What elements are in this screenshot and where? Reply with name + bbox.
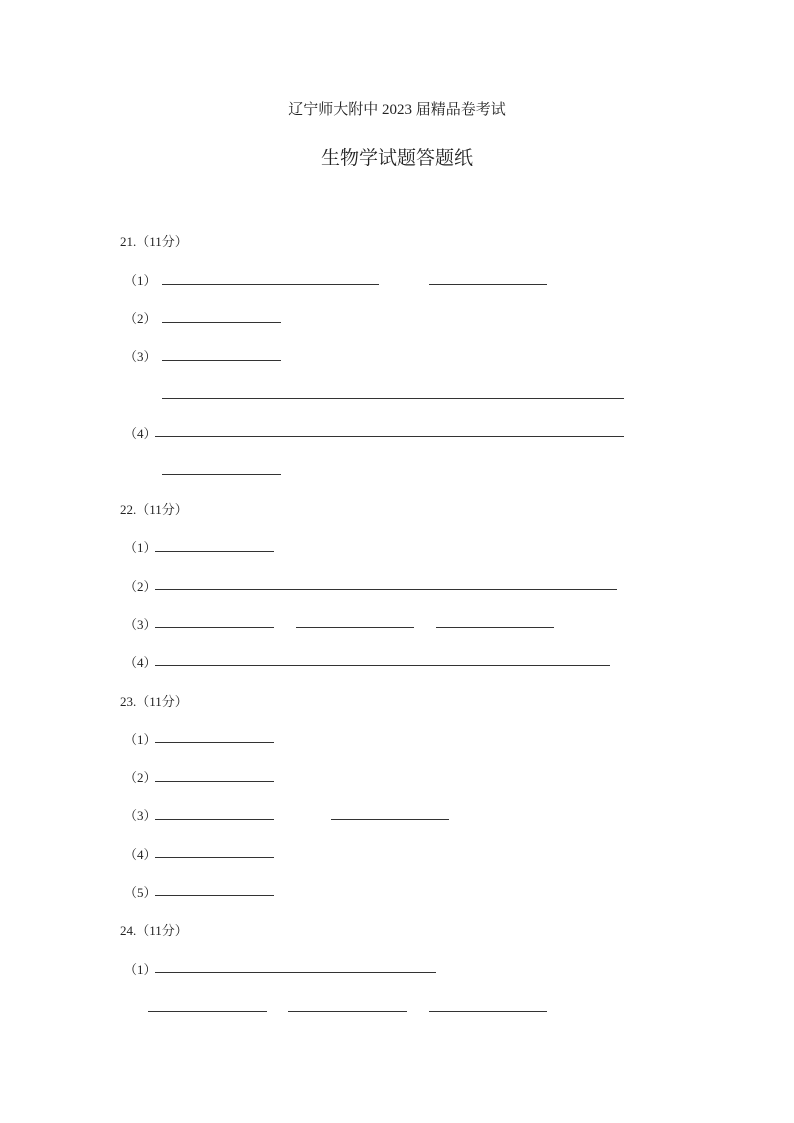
q23-part-5-blank[interactable] [155, 895, 274, 896]
q22-part-4-label: （4） [124, 655, 157, 670]
q21-part-4-blank-a[interactable] [155, 436, 624, 437]
q22-part-3-blank-b[interactable] [296, 627, 414, 628]
q22-part-2-label: （2） [124, 579, 157, 594]
q21-part-2-label: （2） [124, 311, 157, 326]
q21-part-1-label: （1） [124, 273, 157, 288]
q21-part-3-blank-b[interactable] [162, 398, 624, 399]
page-title: 生物学试题答题纸 [320, 147, 473, 169]
q21-part-1-blank-b[interactable] [429, 284, 547, 285]
q23-part-2-blank[interactable] [155, 781, 274, 782]
q21-part-4-label: （4） [124, 426, 157, 441]
q23-part-4-label: （4） [124, 847, 157, 862]
q21-part-1-blank-a[interactable] [162, 284, 379, 285]
q22-part-1-blank[interactable] [155, 551, 274, 552]
q23-part-1-blank[interactable] [155, 742, 274, 743]
school-exam-line: 辽宁师大附中 2023 届精品卷考试 [288, 102, 506, 118]
q22-part-2-blank[interactable] [155, 589, 617, 590]
q24-part-1-blank-b[interactable] [148, 1011, 267, 1012]
q21-part-3-blank-a[interactable] [162, 360, 281, 361]
q21-part-4-blank-b[interactable] [162, 474, 281, 475]
q23-part-4-blank[interactable] [155, 857, 274, 858]
q24-part-1-label: （1） [124, 962, 157, 977]
q24-part-1-blank-a[interactable] [155, 972, 436, 973]
q22-part-3-label: （3） [124, 617, 157, 632]
q24-part-1-blank-c[interactable] [288, 1011, 407, 1012]
q23-part-5-label: （5） [124, 885, 157, 900]
q22-part-3-blank-a[interactable] [155, 627, 274, 628]
q23-part-3-blank-a[interactable] [155, 819, 274, 820]
question-23-header: 23.（11分） [120, 694, 188, 709]
q21-part-2-blank[interactable] [162, 322, 281, 323]
q21-part-3-label: （3） [124, 349, 157, 364]
question-21-header: 21.（11分） [120, 234, 188, 249]
question-24-header: 24.（11分） [120, 923, 188, 938]
q23-part-1-label: （1） [124, 732, 157, 747]
q22-part-4-blank[interactable] [155, 665, 610, 666]
q23-part-2-label: （2） [124, 770, 157, 785]
q23-part-3-blank-b[interactable] [331, 819, 449, 820]
question-22-header: 22.（11分） [120, 502, 188, 517]
q23-part-3-label: （3） [124, 808, 157, 823]
q22-part-3-blank-c[interactable] [436, 627, 554, 628]
q24-part-1-blank-d[interactable] [429, 1011, 547, 1012]
q22-part-1-label: （1） [124, 540, 157, 555]
